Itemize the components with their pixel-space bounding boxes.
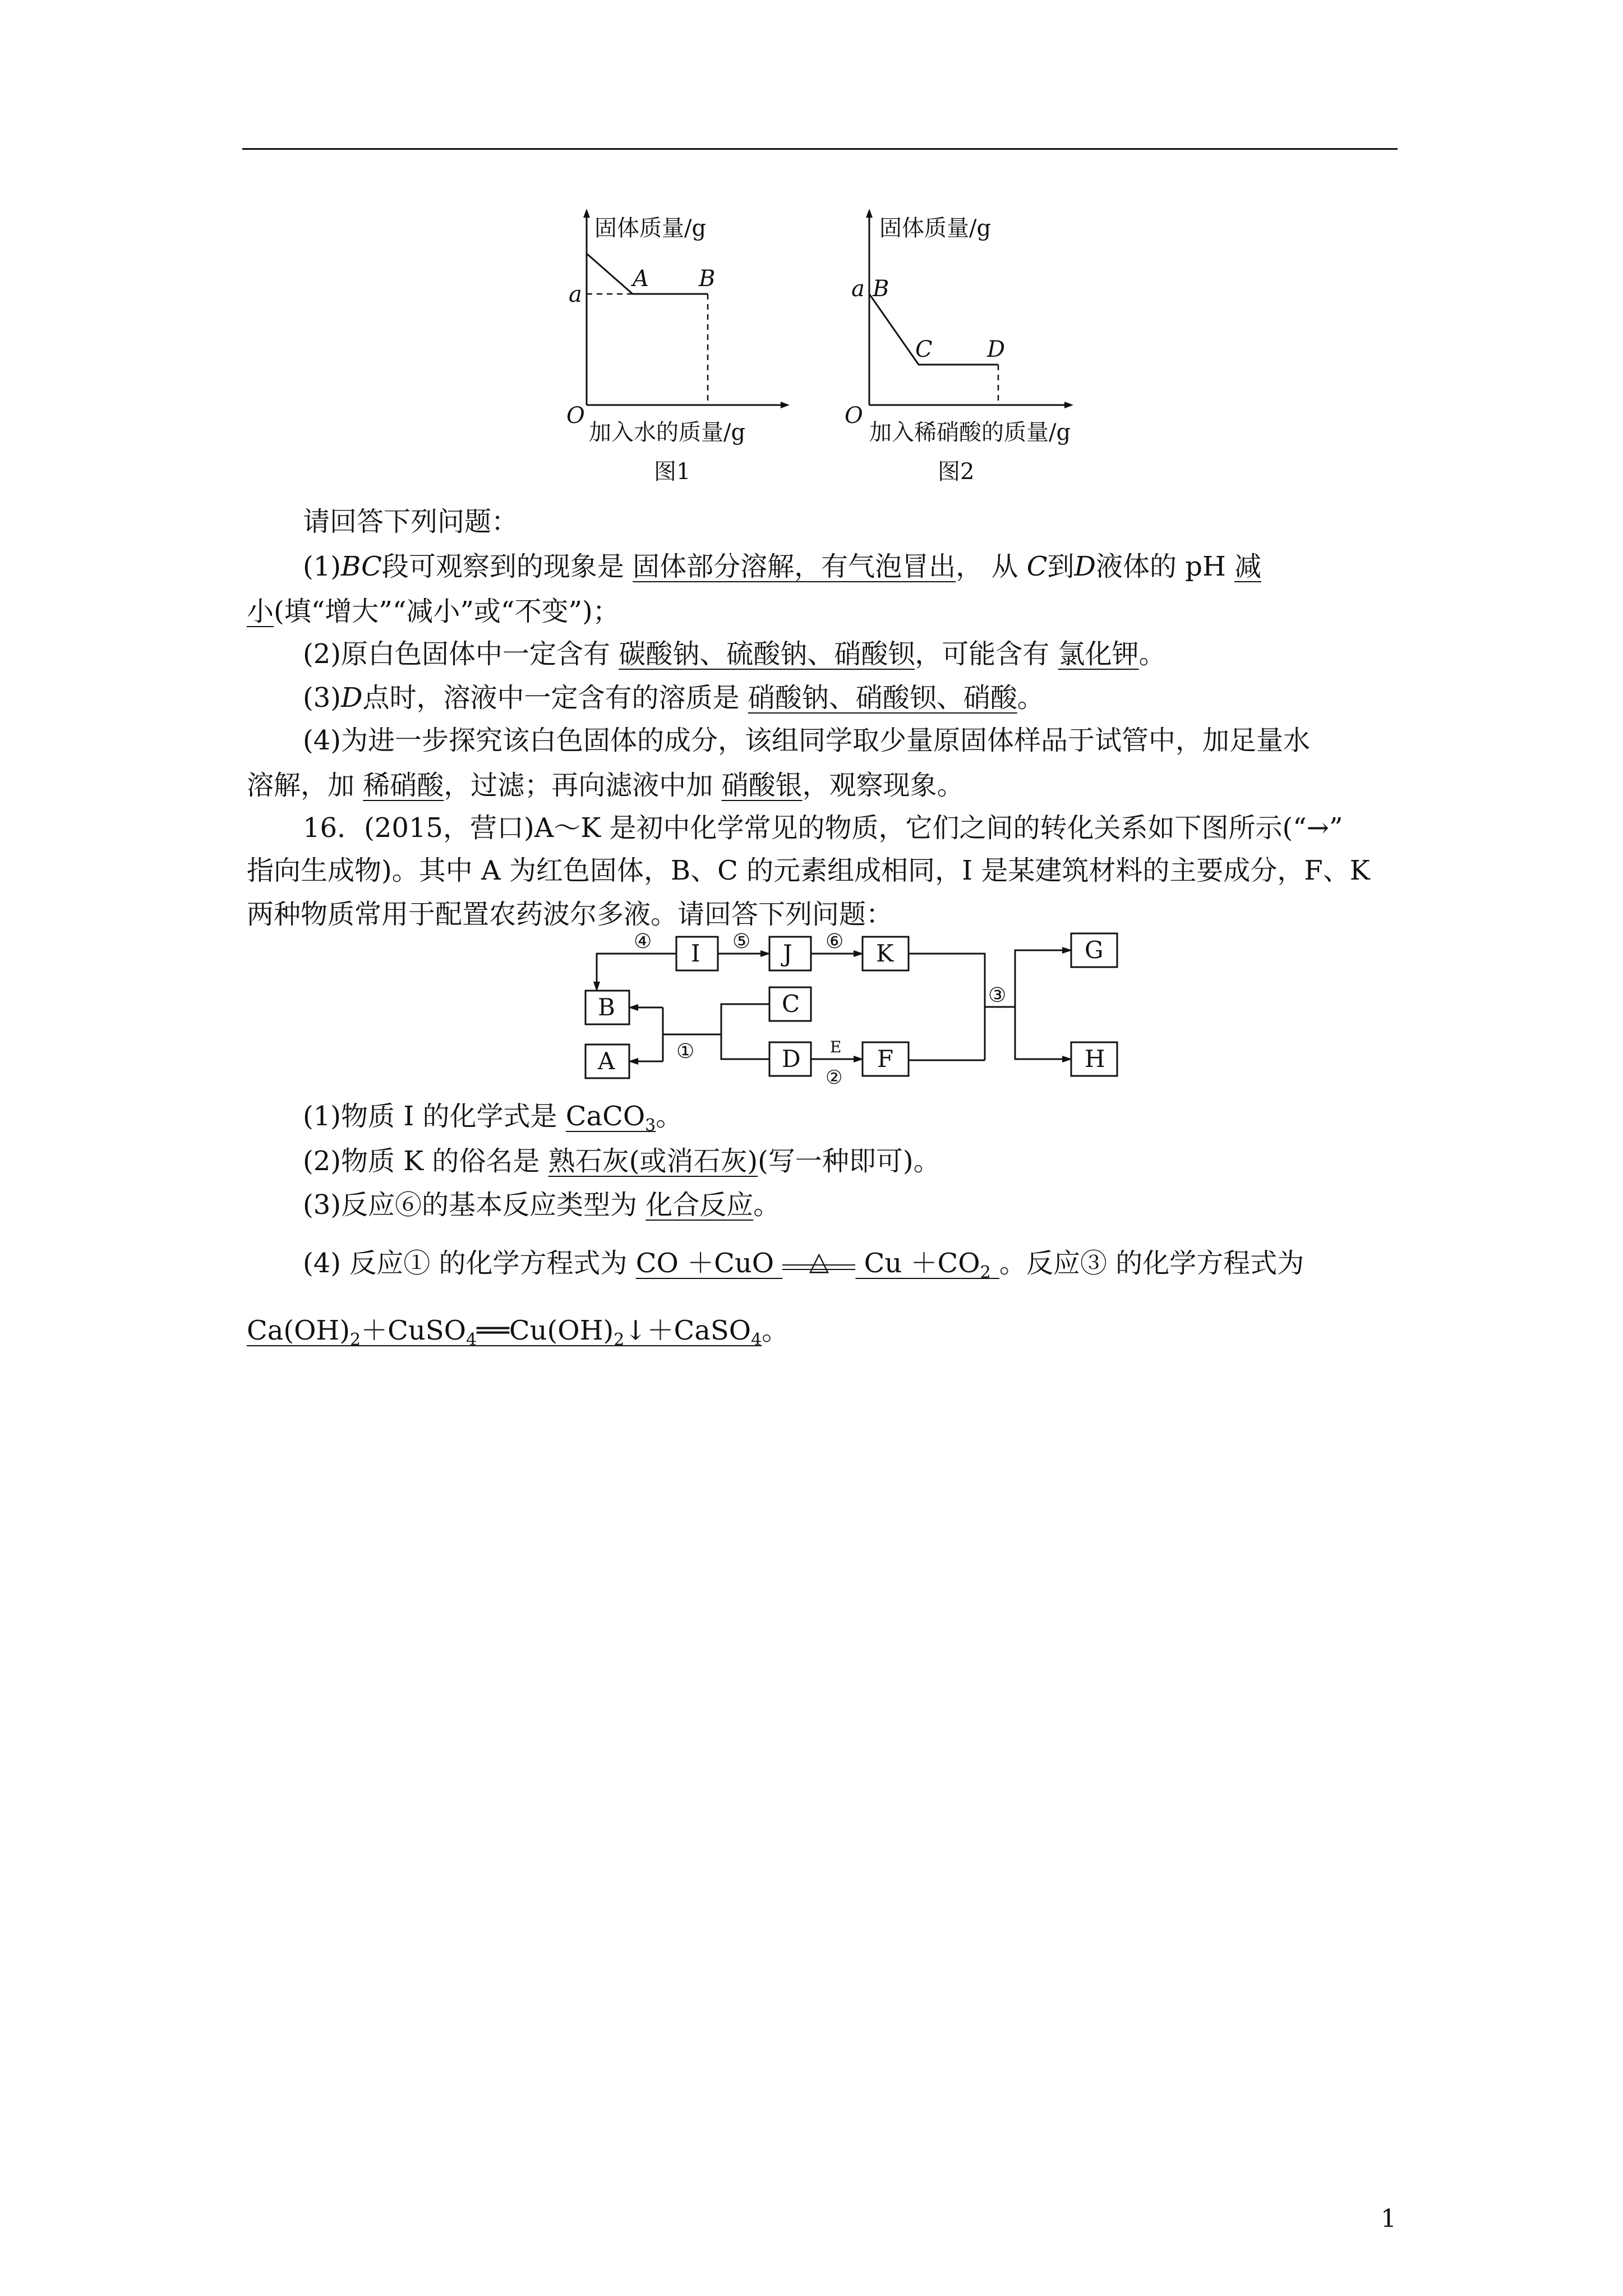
- label-g: G: [1085, 936, 1104, 964]
- figure-2-graph: [830, 208, 1144, 499]
- line-k-to-join: [909, 954, 985, 1060]
- reaction-5-label: ⑤: [732, 930, 751, 953]
- y-axis-label: 固体质量/g: [594, 215, 707, 241]
- answer-2-definite: 碳酸钠、硫酸钠、硝酸钡: [619, 638, 915, 670]
- y-axis-label: 固体质量/g: [879, 215, 992, 241]
- question-3: (3)D点时，溶液中一定含有的溶质是 硝酸钠、硝酸钡、硝酸。: [303, 682, 1044, 714]
- a-value-label: a: [851, 276, 865, 302]
- label-c: C: [782, 990, 800, 1018]
- reaction-6-label: ⑥: [826, 930, 844, 953]
- mass-curve: [869, 294, 998, 365]
- sub-question-2: (2)物质 K 的俗名是 熟石灰(或消石灰)(写一种即可)。: [303, 1145, 940, 1177]
- question-1-line-2: 小(填“增大”“减小”或“不变”)；: [247, 596, 620, 627]
- intro-text: 请回答下列问题：: [303, 506, 519, 537]
- reaction-2-label: ②: [826, 1066, 843, 1089]
- sub-question-1: (1)物质 I 的化学式是 CaCO$_3$。: [303, 1101, 683, 1135]
- arrow-i-to-b: [597, 954, 676, 991]
- x-axis-label: 加入稀硝酸的质量/g: [869, 420, 1071, 445]
- label-d: D: [782, 1045, 801, 1073]
- answer-1-phenomenon: 固体部分溶解，有气泡冒出: [633, 551, 956, 582]
- question-16-line-2: 指向生成物)。其中 A 为红色固体，B、C 的元素组成相同，I 是某建筑材料的主要成分，F、K: [247, 855, 1370, 886]
- question-16-line-1: 16．(2015，营口)A～K 是初中化学常见的物质，它们之间的转化关系如下图所示(“→”: [303, 812, 1343, 844]
- figure-caption: 图2: [938, 459, 975, 485]
- origin-label: O: [845, 403, 863, 429]
- answer-4-reagent-1: 稀硝酸: [363, 770, 444, 801]
- reagent-e-label: E: [830, 1038, 842, 1056]
- sub-question-4-line-2: $Ca(OH)_2+CuSO_4══Cu(OH)_2↓+CaSO_4$。: [247, 1315, 789, 1350]
- answer-4-reagent-2: 硝酸银: [721, 770, 803, 801]
- arrow-join-to-h: [1015, 1007, 1071, 1059]
- point-a-label: A: [633, 266, 649, 292]
- page-number: 1: [1381, 2205, 1396, 2233]
- answer-reaction-type: 化合反应: [645, 1189, 754, 1221]
- question-4-line-1: (4)为进一步探究该白色固体的成分，该组同学取少量原固体样品于试管中，加足量水: [303, 725, 1310, 756]
- x-axis-label: 加入水的质量/g: [589, 420, 746, 445]
- point-b-label: B: [873, 276, 889, 302]
- reaction-3-label: ③: [988, 984, 1007, 1007]
- label-b: B: [598, 993, 615, 1021]
- label-f: F: [877, 1045, 894, 1073]
- question-1-line-1: (1)BC段可观察到的现象是 固体部分溶解，有气泡冒出， 从 C到D液体的 pH 减: [303, 551, 1262, 582]
- line-c-split: [721, 1004, 769, 1059]
- answer-3-solutes: 硝酸钠、硝酸钡、硝酸: [748, 682, 1017, 714]
- figure-caption: 图1: [654, 459, 691, 485]
- answer-1-ph-part2: 小: [247, 596, 274, 627]
- label-j: J: [783, 940, 792, 967]
- label-i: I: [691, 940, 700, 967]
- label-h: H: [1085, 1045, 1105, 1073]
- point-d-label: D: [987, 337, 1006, 362]
- sub-question-4-line-1: (4) 反应① 的化学方程式为 CO ＋CuO △ $Cu +CO_2$ 。反应③ 的化学方程式为: [303, 1246, 1458, 1280]
- answer-equation-1: CO ＋CuO △ $Cu +CO_2$: [636, 1248, 999, 1279]
- sub-question-3: (3)反应⑥的基本反应类型为 化合反应。: [303, 1189, 781, 1221]
- label-a: A: [598, 1047, 615, 1075]
- question-16-line-3: 两种物质常用于配置农药波尔多液。请回答下列问题：: [247, 899, 893, 930]
- origin-label: O: [566, 403, 585, 429]
- answer-common-name-k: 熟石灰(或消石灰): [548, 1145, 758, 1177]
- question-2: (2)原白色固体中一定含有 碳酸钠、硫酸钠、硝酸钡，可能含有 氯化钾。: [303, 638, 1166, 670]
- reaction-diagram: [566, 926, 1161, 1094]
- header-rule: [242, 148, 1398, 150]
- question-4-line-2: 溶解，加 稀硝酸，过滤；再向滤液中加 硝酸银，观察现象。: [247, 770, 964, 801]
- point-c-label: C: [915, 337, 933, 362]
- heat-symbol: △: [809, 1246, 829, 1276]
- reaction-1-label: ①: [676, 1040, 695, 1063]
- reaction-4-label: ④: [634, 930, 652, 953]
- answer-1-ph-part1: 减: [1234, 551, 1262, 582]
- figure-1-graph: [550, 208, 819, 499]
- point-b-label: B: [699, 266, 716, 292]
- answer-2-possible: 氯化钾: [1058, 638, 1139, 670]
- label-k: K: [876, 940, 894, 967]
- answer-equation-3: $Ca(OH)_2+CuSO_4══Cu(OH)_2↓+CaSO_4$: [247, 1315, 762, 1350]
- a-value-label: a: [569, 282, 582, 307]
- answer-formula-i: CaCO$_3$: [565, 1101, 656, 1135]
